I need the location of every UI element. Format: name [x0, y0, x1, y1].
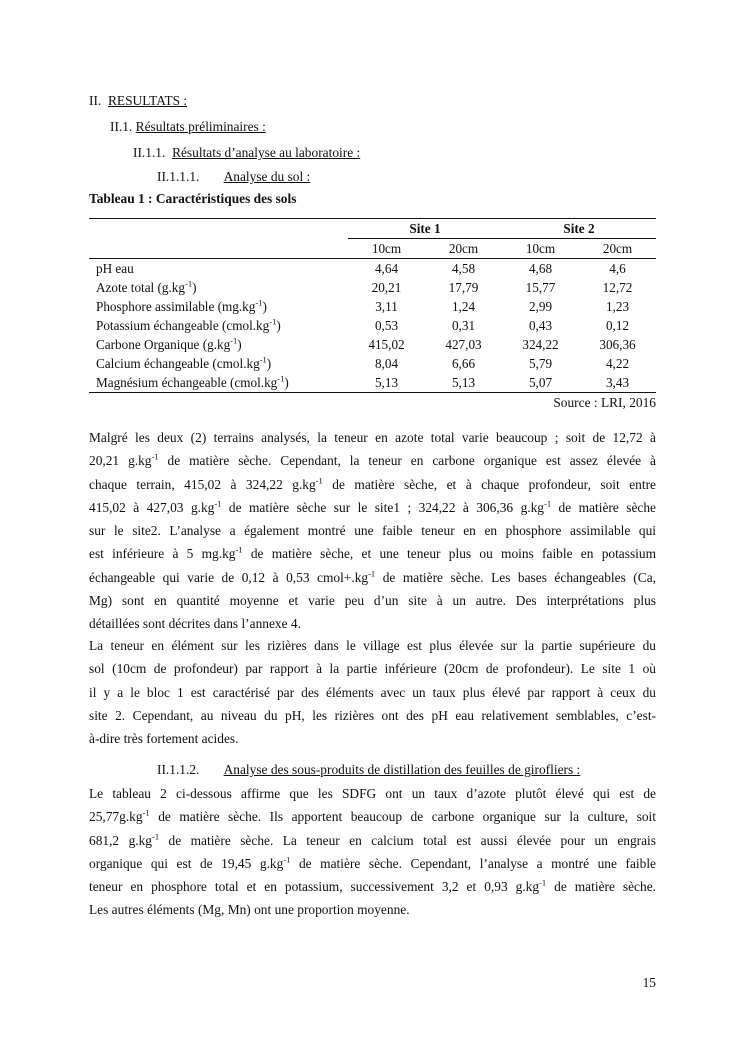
- table-cell: 4,22: [605, 356, 630, 371]
- table-cell: 5,13: [425, 373, 502, 393]
- table-row: [89, 297, 656, 316]
- text-line: 681,2 $g.kg^{-1}$ de matière sèche. La teneur en calcium total est aussi élevée pour un engrais: [89, 831, 656, 848]
- text-line: chaque terrain, 415,02 à 324,22 $g.kg^{-1}$ de matière sèche, et à chaque profondeur, soit entre: [89, 475, 657, 492]
- heading-number: II.1.1.2.: [157, 762, 200, 777]
- heading-resultats: [89, 93, 187, 109]
- table-cell: 5,07: [502, 373, 579, 393]
- table-cell: 427,03: [445, 337, 482, 352]
- table-row: [89, 354, 656, 373]
- paragraph-sdfg-analysis: [89, 782, 656, 922]
- site-2-header: Site 2: [502, 219, 656, 239]
- heading-text: Analyse du sol :: [223, 169, 311, 184]
- text-line: Les autres éléments (Mg, Mn) ont une proportion moyenne.: [89, 902, 410, 918]
- table-cell: 1,23: [605, 299, 630, 314]
- row-label: Carbone Organique $(g.kg^{-1})$: [96, 335, 242, 352]
- table-cell: 4,6: [609, 261, 626, 276]
- table-row: [89, 373, 656, 393]
- table-cell: 2,99: [528, 299, 553, 314]
- table-cell: 306,36: [599, 337, 636, 352]
- text-line: $25,77g.kg^{-1}$ de matière sèche. Ils apportent beaucoup de carbone organique sur la culture, soit: [89, 807, 656, 825]
- depth-header: 10cm: [348, 239, 425, 259]
- text-line: Mg) sont en quantité moyenne et varie peu d’un site à un autre. Des interprétations plus: [89, 593, 656, 609]
- text-line: détaillées sont décrites dans l’annexe 4.: [89, 616, 301, 632]
- heading-analyse-laboratoire: [133, 145, 360, 161]
- text-line: organique qui est de 19,45 $g.kg^{-1}$ de matière sèche. Cependant, l’analyse a montré une faible: [89, 854, 656, 871]
- paragraph-soil-analysis: [89, 426, 656, 636]
- heading-number: II.: [89, 93, 102, 108]
- text-line: 20,21 $g.kg^{-1}$ de matière sèche. Cependant, la teneur en carbone organique est assez élevée à: [89, 451, 656, 469]
- row-label: Calcium échangeable $(cmol.kg^{-1})$: [96, 354, 272, 371]
- text-line: La teneur en élément sur les rizières dans le village est plus élevée sur la partie supérieure du: [89, 638, 656, 653]
- row-label: Magnésium échangeable $(cmol.kg^{-1})$: [89, 373, 348, 393]
- paragraph-rice-fields: [89, 634, 656, 750]
- site-1-header: Site 1: [348, 219, 502, 239]
- table-cell: 0,12: [605, 318, 630, 333]
- text-line: site 2. Cependant, au niveau du pH, les rizières ont des pH eau relativement semblables, c’est-: [89, 707, 656, 723]
- table-cell: 1,24: [451, 299, 476, 314]
- heading-text: RESULTATS :: [107, 93, 188, 108]
- heading-number: II.1.1.1.: [157, 169, 200, 184]
- table-cell: 17,79: [448, 280, 479, 295]
- text-line: est inférieure à 5 $mg.kg^{-1}$ de matière sèche, et une teneur plus ou moins faible en potassium: [89, 545, 657, 562]
- row-label: Phosphore assimilable $(mg.kg^{-1})$: [96, 297, 267, 314]
- table-cell: 5,13: [348, 373, 425, 393]
- heading-text: Analyse des sous-produits de distillation des feuilles de girofliers :: [223, 762, 581, 777]
- table-cell: 324,22: [522, 337, 559, 352]
- table-depth-header-row: [89, 239, 656, 259]
- table-cell: 0,43: [528, 318, 553, 333]
- heading-text: Résultats préliminaires :: [135, 119, 266, 134]
- table-cell: 415,02: [368, 337, 405, 352]
- text-line: Malgré les deux (2) terrains analysés, la teneur en azote total varie beaucoup ; soit de 12,72 à: [89, 430, 656, 445]
- text-line: sur le site2. L’analyse a également montré une faible teneur en en phosphore assimilable qui: [89, 523, 656, 539]
- heading-analyse-sol: [157, 169, 310, 185]
- text-line: à-dire très fortement acides.: [89, 731, 239, 747]
- table-cell: 12,72: [602, 280, 633, 295]
- table-row: [89, 316, 656, 335]
- table-cell: 5,79: [528, 356, 553, 371]
- table-site-header-row: [89, 219, 656, 239]
- row-label: Azote total $(g.kg^{-1})$: [96, 278, 197, 295]
- text-line: échangeable qui varie de 0,12 à 0,53 $cmol+.kg^{-1}$ de matière sèche. Les bases échangeables (Ca,: [89, 568, 656, 585]
- table-cell: 4,58: [451, 261, 476, 276]
- table-cell: 3,11: [375, 299, 398, 314]
- table-source: Source : LRI, 2016: [553, 395, 656, 410]
- table-row: [89, 259, 656, 279]
- text-line: Le tableau 2 ci-dessous affirme que les SDFG ont un taux d’azote plutôt élevé qui est de: [89, 786, 656, 801]
- text-line: sol (10cm de profondeur) par rapport à la partie inférieure (20cm de profondeur). Le site 1 où: [89, 661, 656, 677]
- table-cell: 0,31: [451, 318, 476, 333]
- table-cell: 8,04: [374, 356, 399, 371]
- table-cell: 15,77: [525, 280, 556, 295]
- heading-analyse-sdfg: [157, 762, 580, 778]
- table-row: [89, 335, 656, 354]
- depth-header: 20cm: [425, 239, 502, 259]
- heading-text: Résultats d’analyse au laboratoire :: [172, 145, 361, 160]
- soil-characteristics-table: [89, 218, 656, 393]
- text-line: il y a le bloc 1 est caractérisé par des éléments avec un taux plus élevé par rapport à ceux du: [89, 684, 656, 700]
- table-cell: 4,68: [528, 261, 553, 276]
- table-caption: Tableau 1 : Caractéristiques des sols: [89, 191, 297, 206]
- table-cell: 4,64: [374, 261, 399, 276]
- depth-header: 10cm: [502, 239, 579, 259]
- table-cell: 3,43: [579, 373, 656, 393]
- depth-header: 20cm: [579, 239, 656, 259]
- row-label: Potassium échangeable $(cmol.kg^{-1})$: [96, 316, 281, 333]
- heading-number: II.1.1.: [133, 145, 166, 160]
- table-row: [89, 278, 656, 297]
- page-number: 15: [642, 975, 656, 990]
- heading-number: II.1.: [110, 119, 133, 134]
- row-label: pH eau: [96, 261, 134, 276]
- text-line: 415,02 à 427,03 $g.kg^{-1}$ de matière sèche sur le site1 ; 324,22 à 306,36 $g.kg^{-1}$ de matière sèche: [89, 498, 656, 515]
- heading-resultats-preliminaires: [110, 119, 266, 135]
- table-cell: 20,21: [371, 280, 402, 295]
- table-cell: 0,53: [374, 318, 399, 333]
- table-cell: 6,66: [451, 356, 476, 371]
- text-line: teneur en phosphore total et en potassium, successivement 3,2 et 0,93 $g.kg^{-1}$ de matière sèche.: [89, 877, 656, 895]
